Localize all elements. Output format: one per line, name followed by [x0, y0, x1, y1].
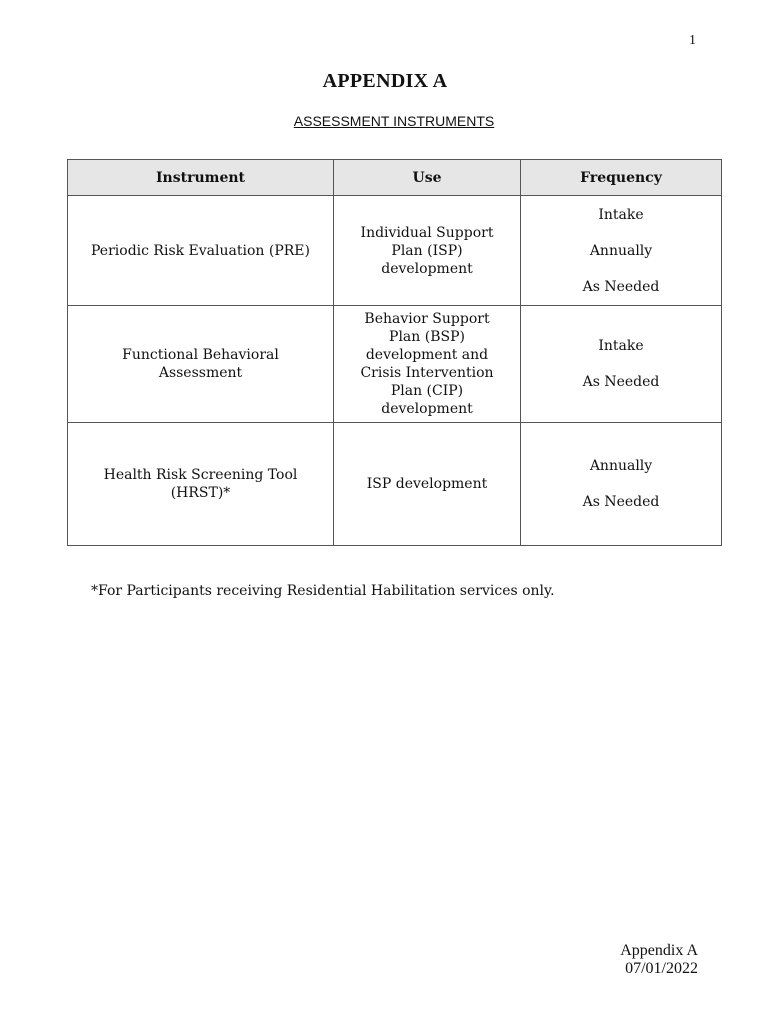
footnote: *For Participants receiving Residential Habilitation services only.: [91, 583, 555, 599]
table-row: [68, 306, 722, 423]
frequency-item: As Needed: [582, 278, 660, 295]
page-subtitle: ASSESSMENT INSTRUMENTS: [293, 113, 495, 129]
footer-date: 07/01/2022: [625, 960, 698, 977]
frequency-item: Annually: [589, 458, 653, 474]
frequency-item: As Needed: [582, 494, 660, 510]
page-title: APPENDIX A: [322, 70, 448, 92]
frequency-cell: [521, 196, 722, 306]
frequency-item: As Needed: [582, 374, 660, 390]
frequency-item: Intake: [598, 338, 644, 354]
frequency-cell: [521, 423, 722, 546]
instrument-cell: Periodic Risk Evaluation (PRE): [68, 196, 334, 306]
instrument-text: Functional Behavioral Assessment: [122, 347, 279, 381]
use-text: Individual Support Plan (ISP) development: [360, 224, 494, 277]
use-cell: [334, 306, 521, 423]
frequency-cell: [521, 306, 722, 423]
use-text: Behavior Support Plan (BSP) development and Crisis Intervention Plan (CIP) development: [360, 311, 494, 417]
instrument-cell: [68, 423, 334, 546]
footer-label: Appendix A: [620, 942, 698, 959]
use-cell: [334, 196, 521, 306]
table-row: [68, 196, 722, 306]
use-cell: ISP development: [334, 423, 521, 546]
frequency-item: Intake: [598, 206, 644, 223]
column-header-frequency: Frequency: [521, 160, 722, 196]
instrument-cell: [68, 306, 334, 423]
page-footer: [580, 942, 698, 978]
page-number: 1: [689, 33, 696, 48]
column-header-use: Use: [334, 160, 521, 196]
table-row: [68, 423, 722, 546]
instrument-text: Health Risk Screening Tool (HRST)*: [103, 467, 298, 501]
table-header-row: [68, 160, 722, 196]
frequency-item: Annually: [589, 242, 653, 259]
column-header-instrument: Instrument: [68, 160, 334, 196]
assessment-instruments-table: [67, 159, 722, 546]
